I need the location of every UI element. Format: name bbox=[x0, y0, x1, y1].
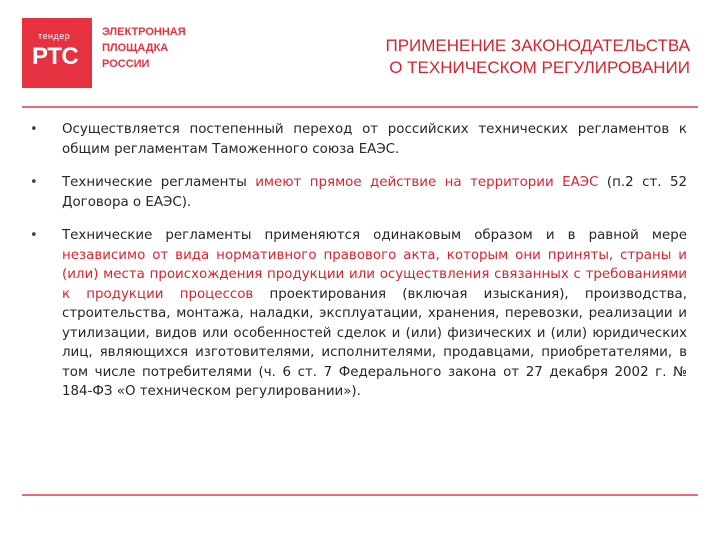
slide-title-line-2: О ТЕХНИЧЕСКОМ РЕГУЛИРОВАНИИ bbox=[389, 58, 690, 77]
bullet-marker-3: • bbox=[30, 228, 38, 243]
bullet-2-highlight: имеют прямое действие на территории ЕАЭС bbox=[255, 175, 599, 190]
bullet-2-part-2: (п.2 ст. 52 Договора о ЕАЭС). bbox=[62, 175, 687, 210]
logo-caption-line-3: РОССИИ bbox=[102, 58, 150, 70]
bullet-1-text: Осуществляется постепенный переход от российских технических регламентов к общим регламентам Таможенного союза ЕАЭС. bbox=[62, 122, 687, 157]
bullet-item-3 bbox=[30, 226, 687, 402]
logo-caption-line-1: ЭЛЕКТРОННАЯ bbox=[102, 26, 186, 38]
logo-mark bbox=[22, 18, 92, 88]
bullet-list bbox=[30, 120, 687, 416]
logo-caption bbox=[102, 24, 186, 72]
top-divider bbox=[22, 106, 698, 108]
logo-tender-text: тендер bbox=[38, 31, 71, 41]
bullet-text-2 bbox=[62, 173, 687, 212]
bullet-text-3 bbox=[62, 226, 687, 402]
bullet-marker-1: • bbox=[30, 122, 38, 137]
bullet-2-part-1: Технические регламенты bbox=[62, 175, 256, 190]
logo-caption-line-2: ПЛОЩАДКА bbox=[102, 42, 169, 54]
logo-rts-text: РТС bbox=[32, 43, 79, 70]
bullet-3-highlight: независимо от вида нормативного правового акта, которым они приняты, страны и (или) места происхождения продукции или осуществления связанных с требованиями к продукции процессов bbox=[62, 247, 687, 302]
rts-logo bbox=[22, 18, 232, 90]
bullet-item-2 bbox=[30, 173, 687, 212]
bullet-text-1 bbox=[62, 120, 687, 159]
bullet-item-1 bbox=[30, 120, 687, 159]
slide-title-line-1: ПРИМЕНЕНИЕ ЗАКОНОДАТЕЛЬСТВА bbox=[385, 36, 690, 55]
bullet-3-part-2: проектирования (включая изыскания), производства, строительства, монтажа, наладки, эксплуатации, хранения, перевозки, реализации и утилизации, видов или особенностей сделок и (или) физических и (или) юридических лиц, являющихся изготовителями, исполнителями, продавцами, приобретателями, в том числе потребителями (ч. 6 ст. 7 Федерального закона от 27 декабря 2002 г. № 184-ФЗ «О техническом регулировании»). bbox=[62, 286, 687, 399]
bullet-3-part-1: Технические регламенты применяются одинаковым образом и в равной мере bbox=[62, 228, 687, 243]
slide-title bbox=[290, 35, 690, 79]
bottom-divider bbox=[22, 494, 698, 496]
bullet-marker-2: • bbox=[30, 175, 38, 190]
